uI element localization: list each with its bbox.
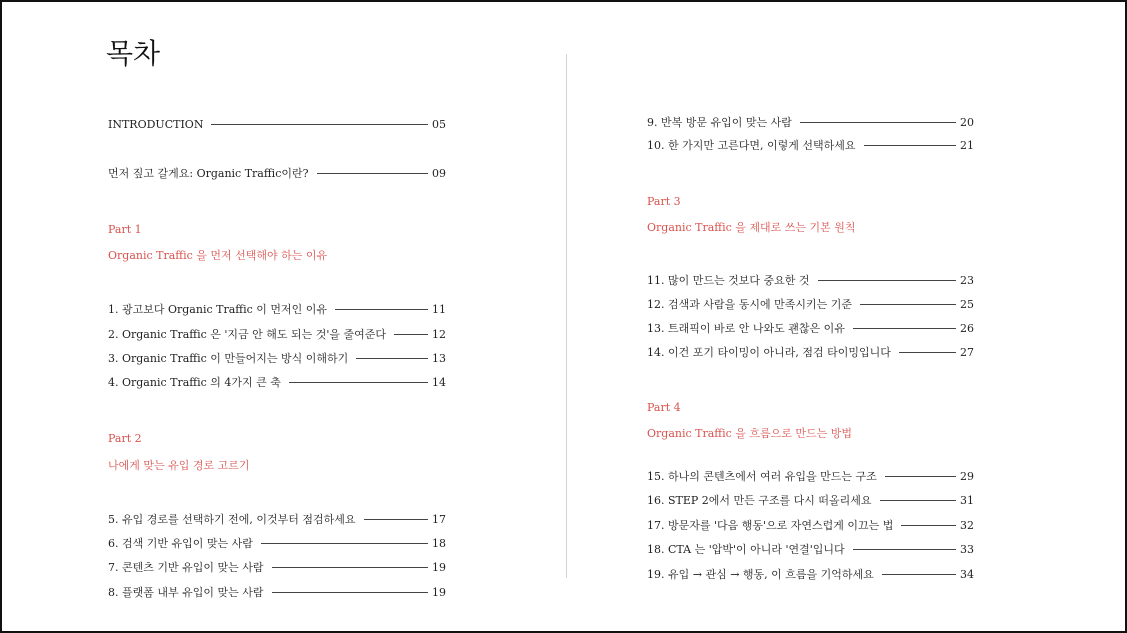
toc-entry-title: 13. 트래픽이 바로 안 나와도 괜찮은 이유 <box>647 322 845 335</box>
toc-page-number: 19 <box>432 586 446 599</box>
toc-leader-line <box>818 279 957 281</box>
toc-entry-introduction[interactable] <box>108 118 446 132</box>
toc-leader-line <box>211 123 428 125</box>
toc-entry-title: 14. 이건 포기 타이밍이 아니라, 점검 타이밍입니다 <box>647 346 891 359</box>
toc-page-number: 29 <box>960 470 974 483</box>
toc-entry[interactable] <box>647 494 974 508</box>
page-title: 목차 <box>106 37 161 70</box>
toc-entry-what-is-organic[interactable] <box>108 167 446 181</box>
toc-leader-line <box>882 573 956 575</box>
toc-leader-line <box>261 542 428 544</box>
part-4-label: Part 4 <box>647 401 681 414</box>
toc-entry-title: INTRODUCTION <box>108 118 204 131</box>
toc-entry-title: 7. 콘텐츠 기반 유입이 맞는 사람 <box>108 561 264 574</box>
toc-page-number: 27 <box>960 346 974 359</box>
toc-leader-line <box>317 172 428 174</box>
part-1-title: Organic Traffic 을 먼저 선택해야 하는 이유 <box>108 249 328 262</box>
part-2-title: 나에게 맞는 유입 경로 고르기 <box>108 459 250 472</box>
part-2-label: Part 2 <box>108 432 142 445</box>
toc-leader-line <box>364 518 429 520</box>
toc-entry[interactable] <box>647 139 974 153</box>
column-divider <box>566 54 567 578</box>
toc-leader-line <box>899 351 956 353</box>
toc-entry-title: 먼저 짚고 갈게요: Organic Traffic이란? <box>108 167 309 180</box>
toc-page-number: 33 <box>960 543 974 556</box>
toc-entry[interactable] <box>108 303 446 317</box>
toc-page-number: 05 <box>432 118 446 131</box>
toc-page-number: 34 <box>960 568 974 581</box>
toc-entry-title: 15. 하나의 콘텐츠에서 여러 유입을 만드는 구조 <box>647 470 877 483</box>
toc-entry[interactable] <box>647 322 974 336</box>
part-4-title: Organic Traffic 을 흐름으로 만드는 방법 <box>647 427 853 440</box>
toc-page-number: 23 <box>960 274 974 287</box>
toc-entry[interactable] <box>108 537 446 551</box>
toc-leader-line <box>272 591 429 593</box>
toc-entry-title: 19. 유입 → 관심 → 행동, 이 흐름을 기억하세요 <box>647 568 874 581</box>
toc-entry-title: 17. 방문자를 '다음 행동'으로 자연스럽게 이끄는 법 <box>647 519 894 532</box>
toc-leader-line <box>356 357 428 359</box>
toc-entry-title: 18. CTA 는 '압박'이 아니라 '연결'입니다 <box>647 543 845 556</box>
toc-page-number: 19 <box>432 561 446 574</box>
toc-entry-title: 2. Organic Traffic 은 '지금 안 해도 되는 것'을 줄여준다 <box>108 328 387 341</box>
toc-leader-line <box>853 327 956 329</box>
toc-page-number: 18 <box>432 537 446 550</box>
toc-leader-line <box>335 308 428 310</box>
toc-entry[interactable] <box>108 561 446 575</box>
toc-entry-title: 9. 반복 방문 유입이 맞는 사람 <box>647 116 792 129</box>
toc-entry[interactable] <box>108 328 446 342</box>
toc-entry-title: 5. 유입 경로를 선택하기 전에, 이것부터 점검하세요 <box>108 513 356 526</box>
toc-entry[interactable] <box>647 568 974 582</box>
toc-entry[interactable] <box>647 274 974 288</box>
toc-page-number: 31 <box>960 494 974 507</box>
toc-leader-line <box>853 548 956 550</box>
toc-entry[interactable] <box>647 470 974 484</box>
toc-entry[interactable] <box>108 513 446 527</box>
toc-entry[interactable] <box>647 298 974 312</box>
toc-entry-title: 6. 검색 기반 유입이 맞는 사람 <box>108 537 253 550</box>
toc-leader-line <box>394 333 428 335</box>
toc-entry-title: 16. STEP 2에서 만든 구조를 다시 떠올리세요 <box>647 494 872 507</box>
toc-entry-title: 10. 한 가지만 고른다면, 이렇게 선택하세요 <box>647 139 856 152</box>
toc-entry[interactable] <box>647 519 974 533</box>
toc-leader-line <box>289 381 428 383</box>
toc-page-number: 17 <box>432 513 446 526</box>
toc-entry[interactable] <box>108 352 446 366</box>
part-3-label: Part 3 <box>647 195 681 208</box>
toc-leader-line <box>800 121 956 123</box>
toc-page-number: 21 <box>960 139 974 152</box>
toc-page-number: 14 <box>432 376 446 389</box>
toc-entry[interactable] <box>647 346 974 360</box>
toc-page-number: 20 <box>960 116 974 129</box>
toc-page-number: 11 <box>432 303 446 316</box>
toc-entry-title: 8. 플랫폼 내부 유입이 맞는 사람 <box>108 586 264 599</box>
toc-leader-line <box>880 499 956 501</box>
toc-leader-line <box>864 144 957 146</box>
toc-page-number: 13 <box>432 352 446 365</box>
toc-entry[interactable] <box>108 586 446 600</box>
toc-leader-line <box>885 475 956 477</box>
toc-entry-title: 11. 많이 만드는 것보다 중요한 것 <box>647 274 810 287</box>
toc-leader-line <box>860 303 956 305</box>
toc-page-number: 25 <box>960 298 974 311</box>
toc-page-number: 12 <box>432 328 446 341</box>
toc-entry[interactable] <box>647 543 974 557</box>
toc-page-number: 26 <box>960 322 974 335</box>
toc-entry[interactable] <box>108 376 446 390</box>
toc-page-number: 09 <box>432 167 446 180</box>
toc-leader-line <box>272 566 429 568</box>
toc-entry-title: 3. Organic Traffic 이 만들어지는 방식 이해하기 <box>108 352 349 365</box>
toc-entry-title: 12. 검색과 사람을 동시에 만족시키는 기준 <box>647 298 852 311</box>
toc-leader-line <box>901 524 956 526</box>
toc-page-number: 32 <box>960 519 974 532</box>
part-3-title: Organic Traffic 을 제대로 쓰는 기본 원칙 <box>647 221 856 234</box>
toc-entry[interactable] <box>647 116 974 130</box>
toc-entry-title: 1. 광고보다 Organic Traffic 이 먼저인 이유 <box>108 303 328 316</box>
part-1-label: Part 1 <box>108 223 142 236</box>
toc-entry-title: 4. Organic Traffic 의 4가지 큰 축 <box>108 376 281 389</box>
